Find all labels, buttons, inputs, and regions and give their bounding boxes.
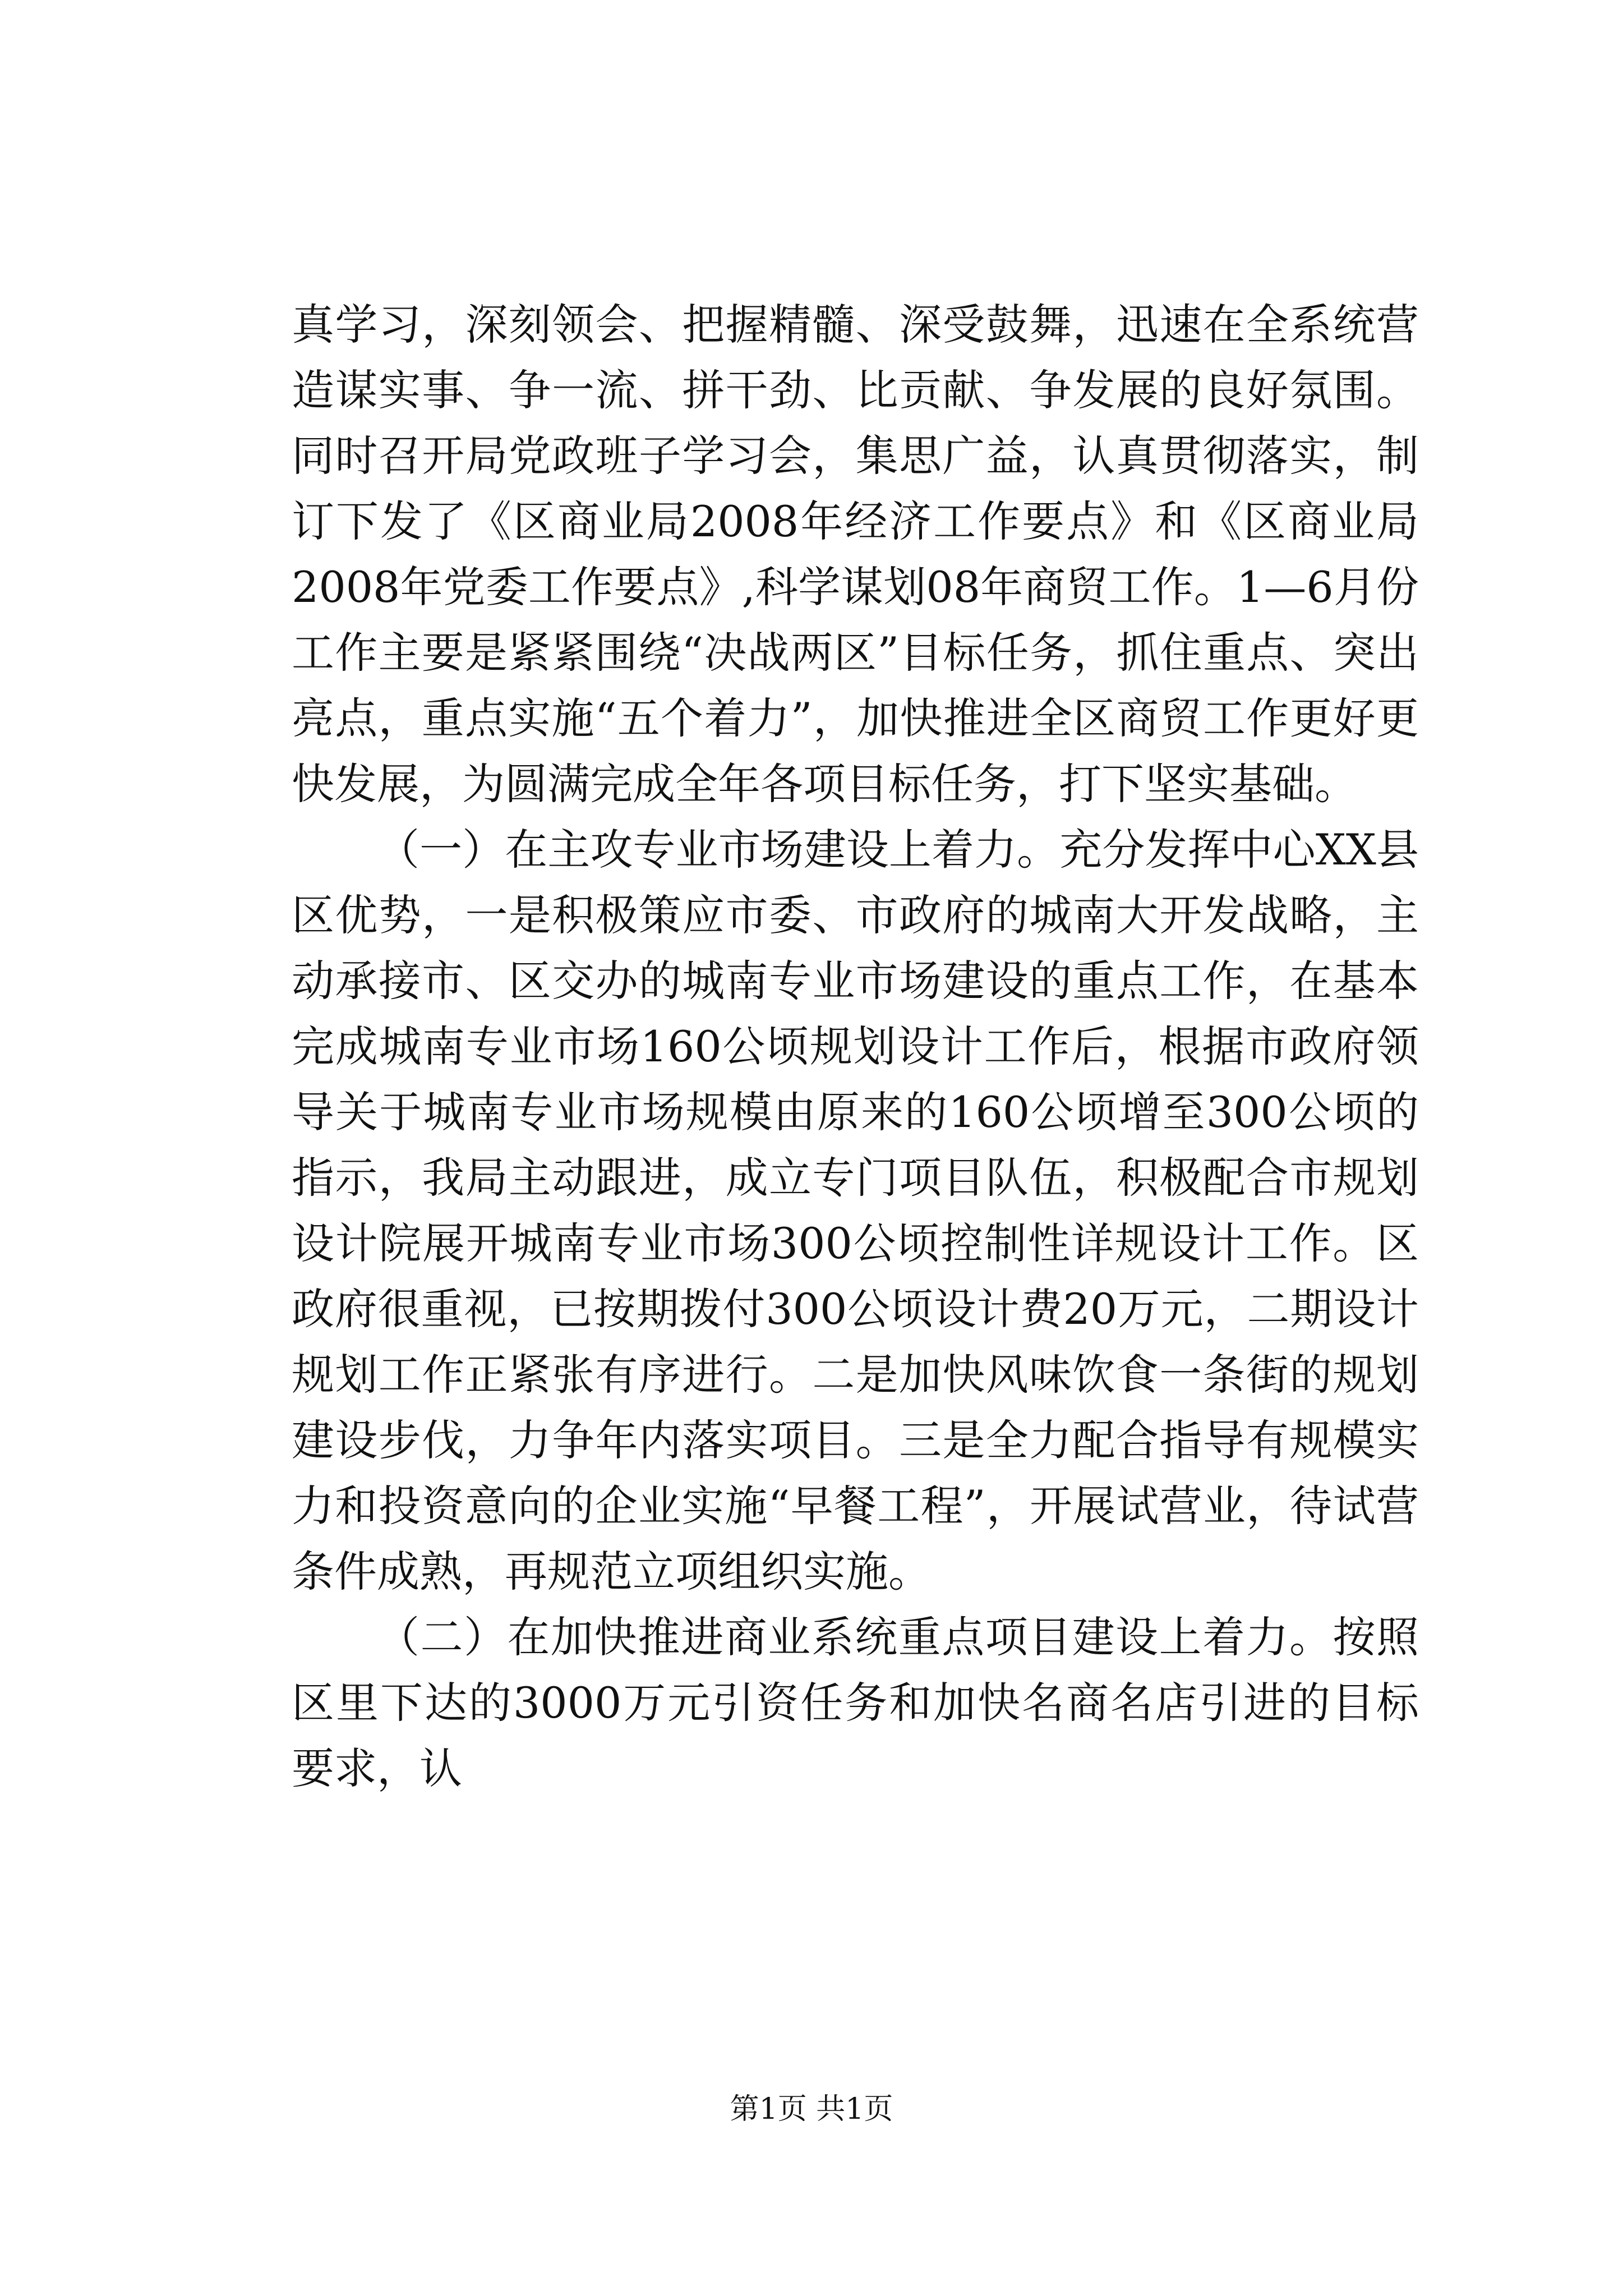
page-footer: 第1页 共1页 xyxy=(730,2092,893,2126)
paragraph-section-2: （二）在加快推进商业系统重点项目建设上着力。按照区里下达的3000万元引资任务和加快名商名店引进的目标要求，认 xyxy=(292,1612,1419,1793)
paragraph-section-1: （一）在主攻专业市场建设上着力。充分发挥中心XX县区优势，一是积极策应市委、市政府的城南大开发战略，主动承接市、区交办的城南专业市场建设的重点工作，在基本完成城南专业市场160公顷规划设计工作后，根据市政府领导关于城南专业市场规模由原来的160公顷增至300公顷的指示，我局主动跟进，成立专门项目队伍，积极配合市规划设计院展开城南专业市场300公顷控制性详规设计工作。区政府很重视，已按期拨付300公顷设计费20万元，二期设计规划工作正紧张有序进行。二是加快风味饮食一条街的规划建设步伐，力争年内落实项目。三是全力配合指导有规模实力和投资意向的企业实施“早餐工程”，开展试营业，待试营条件成熟，再规范立项组织实施。 xyxy=(292,825,1419,1596)
paragraph-continuation: 真学习，深刻领会、把握精髓、深受鼓舞，迅速在全系统营造谋实事、争一流、拼干劲、比贡献、争发展的良好氛围。同时召开局党政班子学习会，集思广益，认真贯彻落实，制订下发了《区商业局2008年经济工作要点》和《区商业局2008年党委工作要点》,科学谋划08年商贸工作。1—6月份工作主要是紧紧围绕“决战两区”目标任务，抓住重点、突出亮点，重点实施“五个着力”，加快推进全区商贸工作更好更快发展，为圆满完成全年各项目标任务，打下坚实基础。 xyxy=(292,300,1419,809)
document-body xyxy=(292,292,1419,1801)
